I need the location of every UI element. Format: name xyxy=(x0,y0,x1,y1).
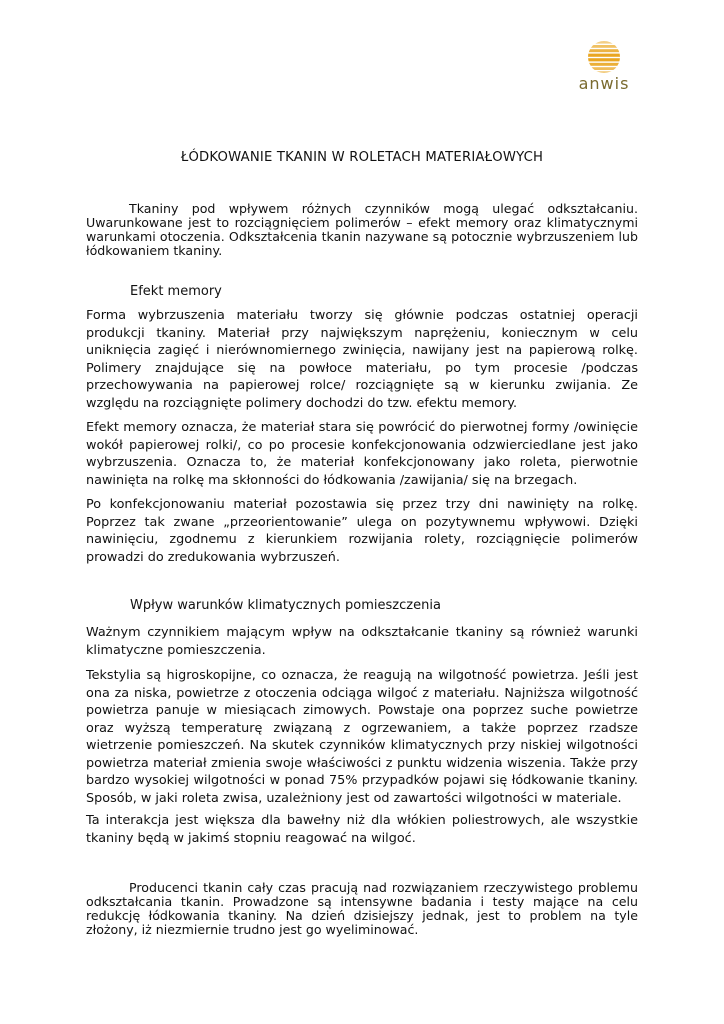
section-heading-efekt-memory: Efekt memory xyxy=(130,284,222,299)
anwis-sun-icon xyxy=(586,40,622,74)
company-logo xyxy=(566,40,642,96)
memory-paragraph-3: Po konfekcjonowaniu materiał pozostawia się przez trzy dni nawinięty na rolkę. Poprzez tak zwane „przeorientowanie” ulega on pozytywnemu wpływowi. Dzięki nawinięciu, zgodnemu z kierunkiem rozwijania rolety, rozciągnięcie polimerów prowadzi do zredukowania wybrzuszeń. xyxy=(86,497,638,565)
climate-paragraph-1: Ważnym czynnikiem mającym wpływ na odkształcanie tkaniny są również warunki klimatyczne pomieszczenia. xyxy=(86,625,638,658)
climate-paragraph-2: Tekstylia są higroskopijne, co oznacza, że reagują na wilgotność powietrza. Jeśli jest ona za niska, powietrze z otoczenia odciąga wilgoć z materiału. Najniższa wilgotność powietrza panuje w miesiącach zimowych. Powstaje ona poprzez suche powietrze oraz wyższą temperaturę związaną z ogrzewaniem, a także poprzez rzadsze wietrzenie pomieszczeń. Na skutek czynników klimatycznych przy niskiej wilgotności powietrza materiał zmienia swoje właściwości z punktu widzenia wiszenia. Także przy bardzo wysokiej wilgotności w ponad 75% przypadków pojawi się łódkowanie tkaniny. Sposób, w jaki roleta zwisa, uzależniony jest od zawartości wilgotności w materiale. xyxy=(86,668,638,806)
climate-paragraph-3: Ta interakcja jest większa dla bawełny niż dla włókien poliestrowych, ale wszystkie tkaniny będą w jakimś stopniu reagować na wilgoć. xyxy=(86,813,638,846)
memory-paragraph-2: Efekt memory oznacza, że materiał stara się powrócić do pierwotnej formy /owinięcie wokół papierowej rolki/, co po procesie konfekcjonowania odzwierciedlane jest jako wybrzuszenia. Oznacza to, że materiał konfekcjonowany jako roleta, pierwotnie nawinięta na rolkę ma skłonności do łódkowania /zawijania/ się na brzegach. xyxy=(86,420,638,488)
intro-paragraph: Tkaniny pod wpływem różnych czynników mogą ulegać odkształcaniu. Uwarunkowane jest to rozciągnięciem polimerów – efekt memory oraz klimatycznymi warunkami otoczenia. Odkształcenia tkanin nazywane są potocznie wybrzuszeniem lub łódkowaniem tkaniny. xyxy=(86,201,638,258)
memory-paragraph-1: Forma wybrzuszenia materiału tworzy się głównie podczas ostatniej operacji produkcji tkaniny. Materiał przy największym naprężeniu, koniecznym w celu uniknięcia zagięć i nierównomiernego zwinięcia, nawijany jest na papierową rolkę. Polimery znajdujące się na powłoce materiału, po tym procesie /podczas przechowywania na papierowej rolce/ rozciągnięte są w kierunku zwijania. Ze względu na rozciągnięte polimery dochodzi do tzw. efektu memory. xyxy=(86,308,638,411)
page-title: ŁÓDKOWANIE TKANIN W ROLETACH MATERIAŁOWYCH xyxy=(180,150,544,165)
logo-wordmark: anwis xyxy=(578,74,630,93)
section-heading-climate: Wpływ warunków klimatycznych pomieszczenia xyxy=(130,598,441,613)
conclusion-paragraph: Producenci tkanin cały czas pracują nad rozwiązaniem rzeczywistego problemu odkształcania tkanin. Prowadzone są intensywne badania i testy mające na celu redukcję łódkowania tkaniny. Na dzień dzisiejszy jednak, jest to problem na tyle złożony, iż niezmiernie trudno jest go wyeliminować. xyxy=(86,880,638,937)
